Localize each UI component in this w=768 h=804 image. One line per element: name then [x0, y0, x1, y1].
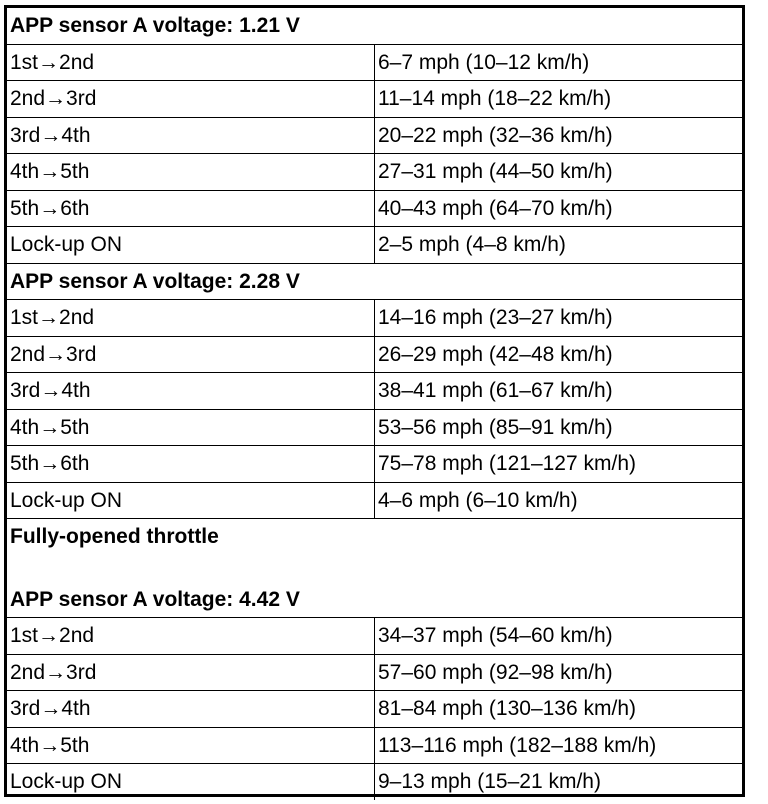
- table-row: [7, 44, 742, 81]
- shift-speed-table: [7, 8, 742, 800]
- header-spacer: [10, 554, 739, 582]
- gear-shift-cell: 1st→2nd: [7, 44, 375, 81]
- shift-speed-cell: 40–43 mph (64–70 km/h): [375, 190, 743, 227]
- shift-speed-cell: 75–78 mph (121–127 km/h): [375, 446, 743, 483]
- table-row: [7, 654, 742, 691]
- table-row: [7, 727, 742, 764]
- table-row: [7, 336, 742, 373]
- table-row: [7, 117, 742, 154]
- section-header: APP sensor A voltage: 1.21 V: [10, 14, 300, 38]
- table-row: [7, 81, 742, 118]
- shift-speed-cell: 113–116 mph (182–188 km/h): [375, 727, 743, 764]
- shift-speed-cell: 34–37 mph (54–60 km/h): [375, 618, 743, 655]
- gear-shift-cell: 4th→5th: [7, 727, 375, 764]
- table-row: [7, 764, 742, 800]
- gear-shift-cell: Lock-up ON: [7, 227, 375, 264]
- shift-speed-cell: 57–60 mph (92–98 km/h): [375, 654, 743, 691]
- gear-shift-cell: 5th→6th: [7, 190, 375, 227]
- table-row: [7, 373, 742, 410]
- section-header: APP sensor A voltage: 2.28 V: [7, 263, 742, 300]
- gear-shift-cell: 4th→5th: [7, 154, 375, 191]
- gear-shift-cell: 3rd→4th: [7, 373, 375, 410]
- shift-speed-cell: 38–41 mph (61–67 km/h): [375, 373, 743, 410]
- shift-speed-cell: 81–84 mph (130–136 km/h): [375, 691, 743, 728]
- gear-shift-cell: 5th→6th: [7, 446, 375, 483]
- gear-shift-cell: 3rd→4th: [7, 117, 375, 154]
- shift-schedule-sheet: [4, 5, 745, 797]
- section-header-line: Fully-opened throttle: [10, 525, 219, 548]
- gear-shift-cell: Lock-up ON: [7, 482, 375, 519]
- section-header-row: [7, 8, 742, 44]
- gear-shift-cell: 2nd→3rd: [7, 81, 375, 118]
- section-header-line: APP sensor A voltage: 4.42 V: [10, 588, 300, 611]
- section-header: [7, 519, 742, 618]
- gear-shift-cell: 1st→2nd: [7, 300, 375, 337]
- shift-speed-cell: 2–5 mph (4–8 km/h): [375, 227, 743, 264]
- table-row: [7, 227, 742, 264]
- table-row: [7, 409, 742, 446]
- table-row: [7, 300, 742, 337]
- shift-speed-cell: 26–29 mph (42–48 km/h): [375, 336, 743, 373]
- table-row: [7, 482, 742, 519]
- shift-speed-cell: 53–56 mph (85–91 km/h): [375, 409, 743, 446]
- gear-shift-cell: 2nd→3rd: [7, 654, 375, 691]
- table-row: [7, 190, 742, 227]
- gear-shift-cell: 4th→5th: [7, 409, 375, 446]
- shift-speed-cell: 14–16 mph (23–27 km/h): [375, 300, 743, 337]
- gear-shift-cell: 3rd→4th: [7, 691, 375, 728]
- shift-speed-cell: 9–13 mph (15–21 km/h): [375, 764, 743, 800]
- table-row: [7, 691, 742, 728]
- table-row: [7, 618, 742, 655]
- shift-speed-cell: 6–7 mph (10–12 km/h): [375, 44, 743, 81]
- shift-speed-cell: 20–22 mph (32–36 km/h): [375, 117, 743, 154]
- table-row: [7, 446, 742, 483]
- gear-shift-cell: 1st→2nd: [7, 618, 375, 655]
- section-header-row: [7, 263, 742, 300]
- gear-shift-cell: Lock-up ON: [7, 764, 375, 800]
- shift-speed-cell: 4–6 mph (6–10 km/h): [375, 482, 743, 519]
- section-header-row: [7, 519, 742, 618]
- gear-shift-cell: 2nd→3rd: [7, 336, 375, 373]
- table-row: [7, 154, 742, 191]
- shift-speed-cell: 27–31 mph (44–50 km/h): [375, 154, 743, 191]
- shift-speed-cell: 11–14 mph (18–22 km/h): [375, 81, 743, 118]
